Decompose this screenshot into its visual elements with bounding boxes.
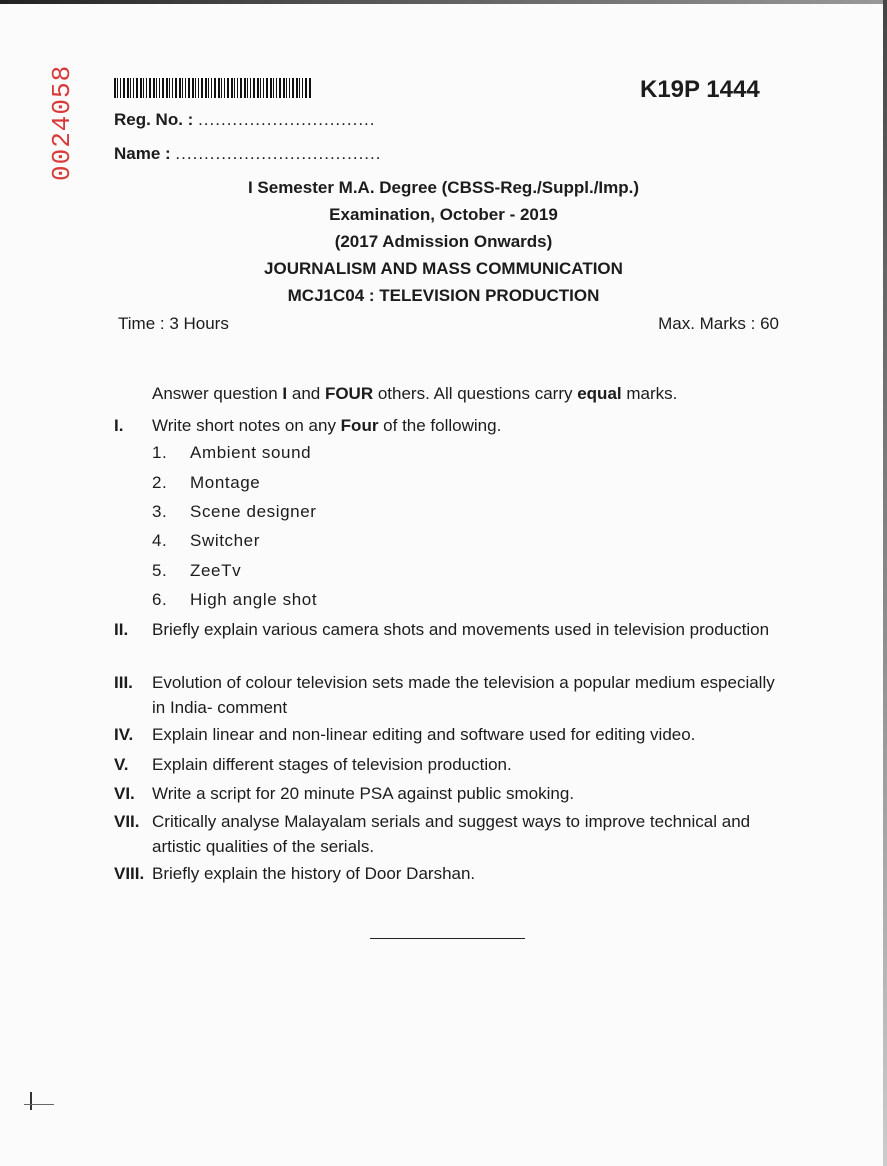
name-dots: .................................... xyxy=(175,144,382,163)
paper-code: K19P 1444 xyxy=(640,76,760,103)
q1-text-1: Write short notes on any xyxy=(152,416,341,435)
end-rule xyxy=(370,938,525,939)
reg-no-label: Reg. No. : xyxy=(114,110,194,129)
instruction-bold-2: FOUR xyxy=(324,384,374,403)
serial-stamp xyxy=(47,62,90,182)
reg-no-field xyxy=(114,110,376,130)
question-text: Evolution of colour television sets made the television a popular medium especially in India- comment xyxy=(152,673,775,717)
instruction-bold-1: I xyxy=(282,384,288,403)
list-item-number: 5. xyxy=(152,561,168,580)
header-line-3: (2017 Admission Onwards) xyxy=(334,232,553,251)
list-item xyxy=(152,561,241,581)
q1-text-2: of the following. xyxy=(378,416,502,435)
question-text: Explain linear and non-linear editing and software used for editing video. xyxy=(152,725,696,744)
question-text: Briefly explain various camera shots and movements used in television production xyxy=(152,620,770,639)
question-text: Explain different stages of television production. xyxy=(152,755,512,774)
time-allowed: Time : 3 Hours xyxy=(118,314,229,333)
serial-number: 0024058 xyxy=(47,64,77,181)
list-item-text: Scene designer xyxy=(190,502,317,521)
list-item xyxy=(152,473,260,493)
barcode xyxy=(114,78,312,98)
instruction-text-4: marks. xyxy=(621,384,678,403)
question-number: V. xyxy=(114,755,129,774)
header-line-5: MCJ1C04 : TELEVISION PRODUCTION xyxy=(287,286,600,305)
scan-edge-top xyxy=(0,0,887,4)
question-number: I. xyxy=(114,416,124,435)
name-label: Name : xyxy=(114,144,171,163)
question-8 xyxy=(114,861,784,886)
question-text: Write a script for 20 minute PSA against public smoking. xyxy=(152,784,575,803)
question-number: II. xyxy=(114,620,129,639)
question-4 xyxy=(114,722,784,747)
scan-mark-line xyxy=(24,1104,54,1105)
question-5 xyxy=(114,752,784,777)
question-7 xyxy=(114,809,784,859)
instruction xyxy=(152,384,677,404)
list-item-number: 1. xyxy=(152,443,168,462)
list-item-text: Ambient sound xyxy=(190,443,312,462)
question-number: IV. xyxy=(114,725,134,744)
scan-mark xyxy=(30,1092,32,1110)
list-item-text: ZeeTv xyxy=(190,561,242,580)
question-3 xyxy=(114,670,784,720)
list-item-number: 6. xyxy=(152,590,168,609)
question-text: Briefly explain the history of Door Darshan. xyxy=(152,864,476,883)
header-line-1: I Semester M.A. Degree (CBSS-Reg./Suppl./Imp.) xyxy=(247,178,640,197)
q1-bold: Four xyxy=(340,416,379,435)
question-1 xyxy=(114,413,784,438)
list-item xyxy=(152,502,317,522)
list-item-number: 4. xyxy=(152,531,168,550)
question-text: Critically analyse Malayalam serials and suggest ways to improve technical and artistic qualities of the serials. xyxy=(152,812,751,856)
question-number: III. xyxy=(114,673,133,692)
question-number: VI. xyxy=(114,784,135,803)
list-item xyxy=(152,590,317,610)
list-item-text: Switcher xyxy=(190,531,260,550)
header-line-2: Examination, October - 2019 xyxy=(329,205,558,224)
instruction-text-3: others. All questions carry xyxy=(373,384,578,403)
scan-edge-right xyxy=(883,0,887,1166)
name-field xyxy=(114,144,381,164)
list-item-number: 2. xyxy=(152,473,168,492)
list-item xyxy=(152,443,311,463)
question-2 xyxy=(114,617,784,642)
reg-no-dots: ............................... xyxy=(198,110,376,129)
question-number: VII. xyxy=(114,812,140,831)
instruction-bold-3: equal xyxy=(577,384,622,403)
instruction-text-1: Answer question xyxy=(152,384,283,403)
question-number: VIII. xyxy=(114,864,145,883)
list-item-text: High angle shot xyxy=(190,590,318,609)
question-6 xyxy=(114,781,784,806)
header-line-4: JOURNALISM AND MASS COMMUNICATION xyxy=(264,259,623,278)
instruction-text-2: and xyxy=(287,384,325,403)
list-item-text: Montage xyxy=(190,473,261,492)
max-marks: Max. Marks : 60 xyxy=(658,314,779,333)
list-item xyxy=(152,531,260,551)
question-text xyxy=(152,413,784,438)
list-item-number: 3. xyxy=(152,502,168,521)
